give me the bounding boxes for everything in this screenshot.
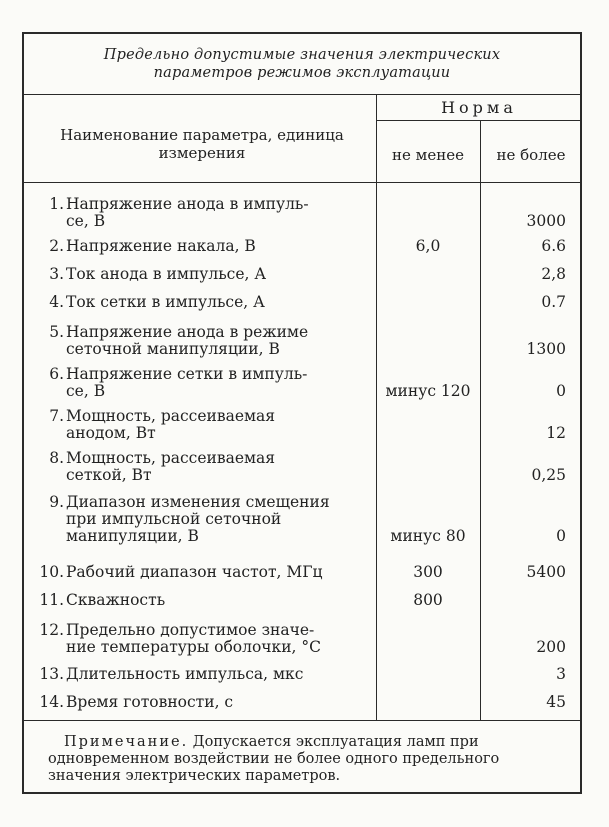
value-max: 6.6 (541, 237, 566, 255)
parameters-table (22, 32, 582, 794)
divider (24, 720, 580, 721)
value-max: 1300 (526, 340, 566, 358)
value-min: 300 (413, 563, 443, 581)
divider (24, 94, 580, 95)
row-number: 6. (49, 365, 64, 383)
value-max: 0,25 (531, 466, 566, 484)
row-number: 9. (49, 493, 64, 511)
parameter-name: Диапазон изменения смещения при импульсной сеточной манипуляции, В (66, 493, 330, 545)
value-min: 800 (413, 591, 443, 609)
value-max: 200 (536, 638, 566, 656)
parameter-name: Ток анода в импульсе, А (66, 265, 267, 283)
parameter-name: Напряжение анода в импуль- се, В (66, 195, 309, 230)
row-number: 13. (39, 665, 64, 683)
parameter-name: Мощность, рассеиваемая сеткой, Вт (66, 449, 276, 484)
parameter-name: Напряжение накала, В (66, 237, 256, 255)
value-max: 3 (556, 665, 566, 683)
row-number: 11. (39, 591, 64, 609)
header-min: не менее (392, 146, 464, 164)
note-text: Допускается эксплуатация ламп при одновременном воздействии не более одного предельного значения электрических параметров. (48, 734, 500, 784)
value-max: 3000 (526, 212, 566, 230)
parameter-name: Время готовности, с (66, 693, 234, 711)
value-max: 0 (556, 527, 566, 545)
value-max: 2,8 (541, 265, 566, 283)
row-number: 1. (49, 195, 64, 213)
row-number: 8. (49, 449, 64, 467)
column-divider (376, 94, 377, 720)
value-min: минус 80 (390, 527, 466, 545)
value-max: 5400 (526, 563, 566, 581)
row-number: 4. (49, 293, 64, 311)
row-number: 14. (39, 693, 64, 711)
header-norm: Норма (441, 98, 517, 117)
value-max: 12 (546, 424, 566, 442)
parameter-name: Предельно допустимое значе- ние температуры оболочки, °С (66, 621, 322, 656)
parameter-name: Рабочий диапазон частот, МГц (66, 563, 323, 581)
parameter-name: Мощность, рассеиваемая анодом, Вт (66, 407, 276, 442)
value-min: 6,0 (415, 237, 441, 255)
header-parameter: Наименование параметра, единица измерения (60, 126, 344, 162)
value-min: минус 120 (385, 382, 471, 400)
row-number: 10. (39, 563, 64, 581)
column-divider (480, 120, 481, 720)
divider (376, 120, 580, 121)
parameter-name: Ток сетки в импульсе, А (66, 293, 265, 311)
header-max: не более (496, 146, 566, 164)
parameter-name: Длительность импульса, мкс (66, 665, 304, 683)
table-title: Предельно допустимые значения электрических параметров режимов эксплуатации (103, 47, 501, 81)
note-lead: Примечание. (64, 734, 189, 750)
row-number: 5. (49, 323, 64, 341)
value-max: 0 (556, 382, 566, 400)
row-number: 2. (49, 237, 64, 255)
table-note (48, 734, 568, 785)
row-number: 7. (49, 407, 64, 425)
value-max: 45 (546, 693, 566, 711)
parameter-name: Напряжение анода в режиме сеточной манипуляции, В (66, 323, 309, 358)
parameter-name: Напряжение сетки в импуль- се, В (66, 365, 308, 400)
row-number: 3. (49, 265, 64, 283)
row-number: 12. (39, 621, 64, 639)
divider (24, 182, 580, 183)
value-max: 0.7 (541, 293, 566, 311)
parameter-name: Скважность (66, 591, 166, 609)
